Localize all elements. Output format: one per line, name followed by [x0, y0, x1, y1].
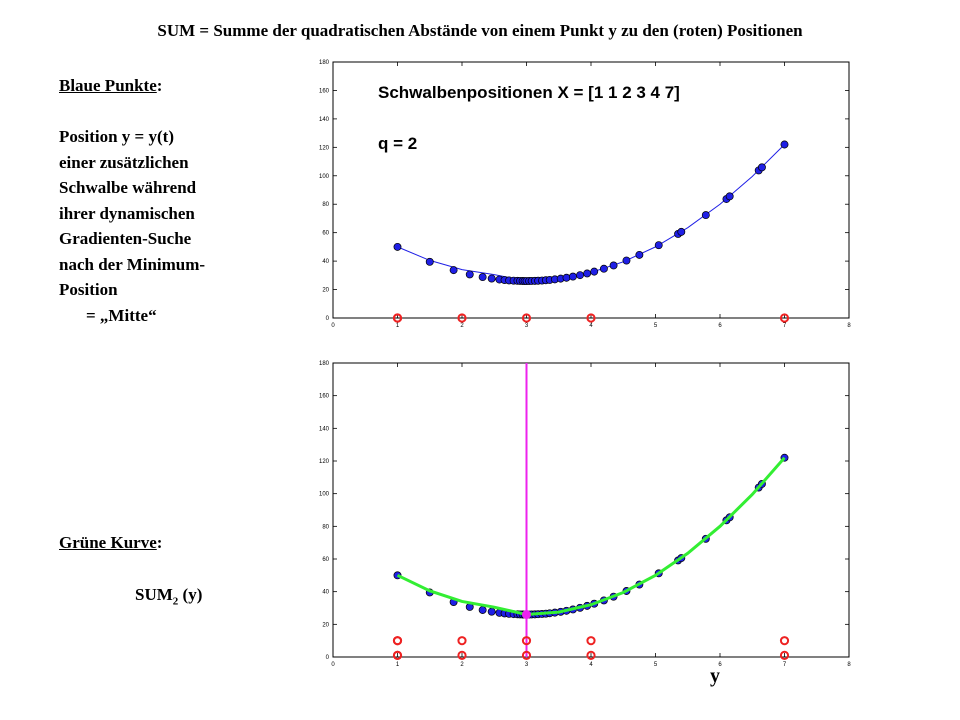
- blue-point: [479, 273, 486, 280]
- x-tick-label: 1: [395, 323, 400, 329]
- annotation-positions: Schwalbenpositionen X = [1 1 2 3 4 7]: [378, 83, 680, 102]
- blue-points-heading: Blaue Punkte:: [59, 76, 163, 95]
- red-position-marker: [458, 637, 465, 644]
- y-tick-label: 120: [318, 459, 329, 465]
- sum-formula: $SUM_2$ (y): [135, 585, 203, 608]
- green-curve-heading: Grüne Kurve:: [59, 533, 163, 552]
- y-tick-label: 180: [318, 361, 329, 367]
- mitte-label: = „Mitte“: [86, 305, 157, 325]
- blue-point: [466, 271, 473, 278]
- y-tick-label: 40: [322, 259, 329, 266]
- plot-frame: [333, 363, 849, 657]
- y-tick-label: 40: [322, 589, 329, 596]
- blue-point: [394, 243, 401, 250]
- y-tick-label: 100: [318, 173, 329, 180]
- x-tick-label: 8: [847, 662, 851, 668]
- y-tick-label: 80: [322, 524, 329, 531]
- blue-point: [563, 274, 570, 281]
- y-tick-label: 160: [318, 393, 329, 400]
- blue-point: [781, 141, 788, 148]
- blue-point: [450, 267, 457, 274]
- blue-point: [636, 251, 643, 258]
- x-tick-label: 6: [718, 662, 722, 668]
- red-position-marker: [587, 637, 594, 644]
- blue-point: [591, 268, 598, 275]
- x-tick-label: 4: [589, 323, 593, 329]
- y-tick-label: 0: [325, 316, 329, 322]
- y-tick-label: 140: [318, 116, 329, 123]
- blue-point: [623, 257, 630, 264]
- x-tick-label: 7: [782, 662, 787, 668]
- blue-line-4: Gradienten-Suche: [59, 229, 192, 248]
- blue-line-0: Position y = y(t): [59, 127, 174, 146]
- chart-1: [319, 60, 851, 329]
- blue-line-3: ihrer dynamischen: [59, 203, 195, 223]
- blue-point: [488, 275, 495, 282]
- x-tick-label: 7: [782, 323, 787, 329]
- blue-line-5: nach der Minimum-: [59, 254, 206, 274]
- blue-point: [426, 258, 433, 265]
- blue-point: [655, 242, 662, 249]
- blue-line-2: Schwalbe während: [59, 178, 197, 197]
- minimum-point: [523, 611, 531, 619]
- x-tick-label: 0: [331, 323, 335, 329]
- blue-point: [702, 211, 709, 218]
- x-tick-label: 2: [460, 323, 464, 329]
- y-tick-label: 0: [325, 655, 329, 661]
- x-tick-label: 4: [589, 662, 593, 668]
- blue-point: [600, 265, 607, 272]
- blue-point: [479, 606, 486, 613]
- red-position-marker: [781, 637, 788, 644]
- y-tick-label: 180: [318, 60, 329, 66]
- y-tick-label: 120: [318, 145, 329, 152]
- y-tick-label: 140: [318, 426, 329, 433]
- x-axis-label: y: [710, 665, 720, 687]
- blue-point: [726, 193, 733, 200]
- y-tick-label: 60: [322, 230, 329, 237]
- x-tick-label: 3: [524, 323, 529, 329]
- x-tick-label: 0: [331, 662, 335, 668]
- blue-point: [610, 262, 617, 269]
- annotation-q: q = 2: [378, 134, 418, 153]
- x-tick-label: 3: [524, 662, 529, 668]
- red-position-marker: [394, 637, 401, 644]
- blue-point: [488, 608, 495, 615]
- y-tick-label: 20: [322, 287, 329, 294]
- blue-line-1: einer zusätzlichen: [59, 152, 189, 172]
- y-tick-label: 100: [318, 491, 329, 498]
- blue-line-6: Position: [59, 280, 118, 299]
- chart-2: [319, 361, 851, 668]
- y-tick-label: 60: [322, 557, 329, 563]
- x-tick-label: 2: [460, 662, 464, 668]
- sum-curve-line: [398, 144, 785, 281]
- blue-point: [576, 272, 583, 279]
- blue-point: [678, 228, 685, 235]
- x-tick-label: 5: [653, 662, 658, 668]
- y-tick-label: 160: [318, 88, 329, 95]
- x-tick-label: 1: [395, 662, 400, 668]
- x-tick-label: 5: [653, 323, 658, 329]
- y-tick-label: 20: [322, 622, 329, 629]
- blue-point: [569, 273, 576, 280]
- green-sum-curve: [398, 458, 785, 615]
- x-tick-label: 6: [718, 323, 722, 329]
- y-tick-label: 80: [322, 202, 329, 209]
- x-tick-label: 8: [847, 323, 851, 329]
- blue-point: [758, 164, 765, 171]
- slide-title: SUM = Summe der quadratischen Abstände von einem Punkt y zu den (roten) Positionen: [157, 21, 803, 40]
- blue-point: [584, 270, 591, 277]
